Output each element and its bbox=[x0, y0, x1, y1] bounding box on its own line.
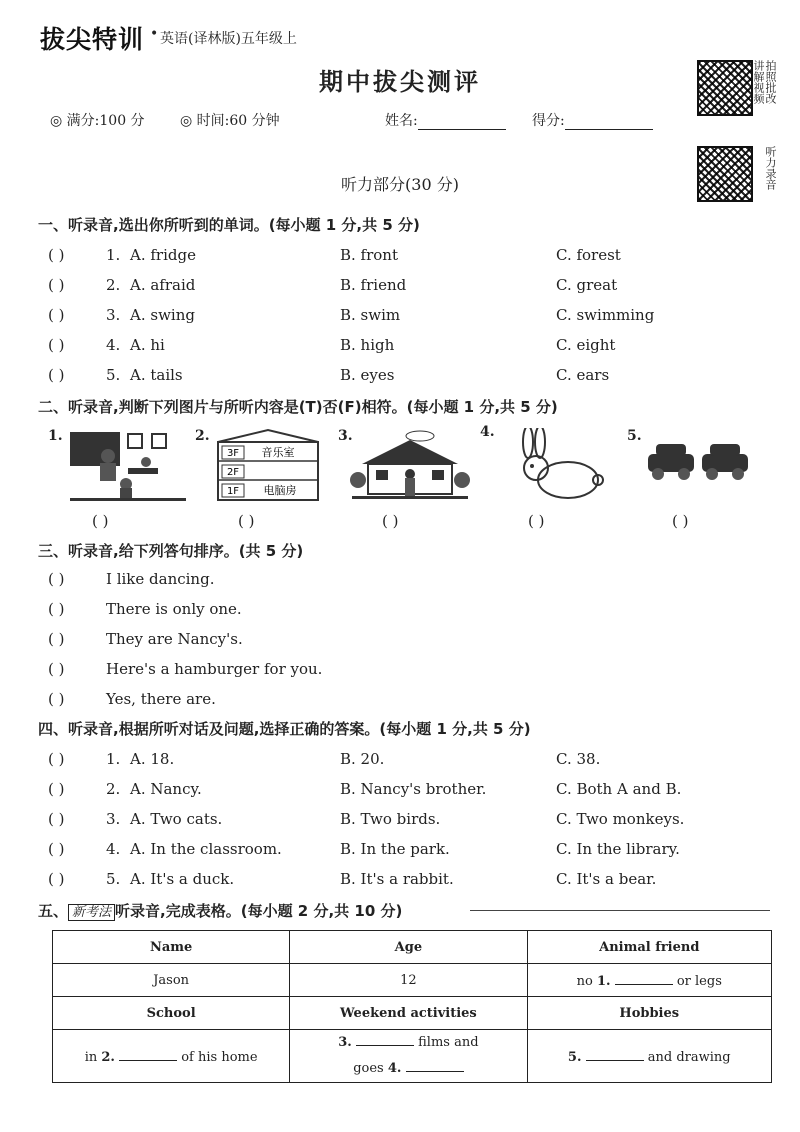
blank-number: 1. bbox=[596, 973, 611, 989]
sentence: They are Nancy's. bbox=[106, 630, 243, 648]
section4-heading: 四、听录音,根据所听对话及问题,选择正确的答案。(每小题 1 分,共 5 分) bbox=[38, 720, 531, 738]
picture-label: 5. bbox=[627, 428, 642, 444]
classroom-picture bbox=[68, 428, 188, 502]
option-a: A. Two cats. bbox=[130, 810, 223, 828]
divider bbox=[470, 910, 770, 911]
table-header: Weekend activities bbox=[290, 997, 527, 1030]
cell-text: of his home bbox=[181, 1049, 258, 1065]
table-header: School bbox=[53, 997, 290, 1030]
info-table bbox=[52, 930, 772, 1083]
answer-blank[interactable] bbox=[586, 1048, 644, 1061]
answer-paren[interactable]: ( ) bbox=[672, 512, 689, 530]
option-c: C. forest bbox=[556, 246, 621, 264]
answer-paren[interactable]: ( ) bbox=[48, 306, 65, 324]
table-row bbox=[53, 997, 772, 1030]
table-row bbox=[53, 964, 772, 997]
answer-paren[interactable]: ( ) bbox=[48, 570, 65, 588]
option-b: B. swim bbox=[340, 306, 401, 324]
name-blank[interactable] bbox=[418, 115, 506, 130]
answer-paren[interactable]: ( ) bbox=[48, 780, 65, 798]
option-a: A. In the classroom. bbox=[130, 840, 282, 858]
cell-line bbox=[296, 1030, 520, 1056]
score-label: 得分: bbox=[532, 113, 565, 129]
answer-paren[interactable]: ( ) bbox=[48, 600, 65, 618]
option-a: A. swing bbox=[130, 306, 195, 324]
cell-line bbox=[296, 1056, 520, 1082]
list-item bbox=[48, 660, 768, 682]
score-blank[interactable] bbox=[565, 115, 653, 130]
option-c: C. Both A and B. bbox=[556, 780, 682, 798]
option-a: A. Nancy. bbox=[130, 780, 202, 798]
list-item bbox=[48, 570, 768, 592]
q-num: 3. bbox=[106, 306, 121, 324]
option-a: A. tails bbox=[130, 366, 183, 384]
blank-number: 4. bbox=[387, 1061, 402, 1076]
list-item bbox=[48, 306, 768, 328]
answer-blank[interactable] bbox=[615, 972, 673, 985]
option-b: B. It's a rabbit. bbox=[340, 870, 454, 888]
full-score: ◎ 满分:100 分 bbox=[50, 113, 145, 129]
q-num: 5. bbox=[106, 366, 121, 384]
time-limit: ◎ 时间:60 分钟 bbox=[180, 113, 280, 129]
answer-paren[interactable]: ( ) bbox=[238, 512, 255, 530]
floor-label: 2F bbox=[226, 467, 240, 478]
list-item bbox=[48, 246, 768, 268]
answer-paren[interactable]: ( ) bbox=[48, 870, 65, 888]
building-picture bbox=[208, 428, 328, 502]
q-num: 1. bbox=[106, 750, 121, 768]
sentence: There is only one. bbox=[106, 600, 242, 618]
sentence: Yes, there are. bbox=[106, 690, 216, 708]
name-label: 姓名: bbox=[385, 113, 418, 129]
table-cell bbox=[527, 964, 771, 997]
table-cell: Jason bbox=[53, 964, 290, 997]
table-row bbox=[53, 1030, 772, 1083]
blank-number: 3. bbox=[338, 1035, 352, 1050]
answer-paren[interactable]: ( ) bbox=[48, 750, 65, 768]
option-b: B. friend bbox=[340, 276, 407, 294]
blank-number: 5. bbox=[567, 1049, 582, 1065]
answer-paren[interactable]: ( ) bbox=[48, 276, 65, 294]
brand-logo: 拔尖特训 bbox=[40, 25, 145, 54]
section5-heading-text: 听录音,完成表格。(每小题 2 分,共 10 分) bbox=[115, 902, 403, 920]
picture-label: 4. bbox=[480, 424, 495, 440]
answer-paren[interactable]: ( ) bbox=[48, 690, 65, 708]
option-b: B. In the park. bbox=[340, 840, 450, 858]
option-c: C. eight bbox=[556, 336, 616, 354]
option-c: C. 38. bbox=[556, 750, 601, 768]
option-c: C. swimming bbox=[556, 306, 655, 324]
answer-paren[interactable]: ( ) bbox=[382, 512, 399, 530]
cell-text: or legs bbox=[676, 973, 722, 989]
list-item bbox=[48, 600, 768, 622]
score-field bbox=[532, 110, 653, 130]
option-a: A. fridge bbox=[130, 246, 196, 264]
cars-picture bbox=[640, 428, 760, 502]
picture-label: 1. bbox=[48, 428, 63, 444]
q-num: 2. bbox=[106, 276, 121, 294]
room-sign: 电脑房 bbox=[263, 484, 297, 497]
q-num: 3. bbox=[106, 810, 121, 828]
list-item bbox=[48, 810, 768, 832]
option-b: B. 20. bbox=[340, 750, 385, 768]
answer-paren[interactable]: ( ) bbox=[48, 630, 65, 648]
list-item bbox=[48, 750, 768, 772]
list-item bbox=[48, 780, 768, 802]
option-b: B. Two birds. bbox=[340, 810, 441, 828]
option-a: A. hi bbox=[130, 336, 165, 354]
answer-paren[interactable]: ( ) bbox=[48, 366, 65, 384]
qr-code-icon[interactable] bbox=[697, 60, 753, 116]
answer-paren[interactable]: ( ) bbox=[528, 512, 545, 530]
floor-label: 3F bbox=[226, 448, 240, 459]
cell-text: goes bbox=[353, 1061, 384, 1076]
answer-paren[interactable]: ( ) bbox=[92, 512, 109, 530]
option-a: A. It's a duck. bbox=[130, 870, 235, 888]
option-b: B. high bbox=[340, 336, 395, 354]
header-dot: • bbox=[150, 26, 159, 42]
listening-title: 听力部分(30 分) bbox=[341, 175, 459, 194]
list-item bbox=[48, 336, 768, 358]
section2-heading: 二、听录音,判断下列图片与所听内容是(T)否(F)相符。(每小题 1 分,共 5 分) bbox=[38, 398, 558, 416]
table-header: Age bbox=[290, 931, 527, 964]
blank-number: 2. bbox=[101, 1049, 115, 1065]
option-b: B. front bbox=[340, 246, 399, 264]
cell-text: no bbox=[576, 973, 593, 989]
new-method-tag: 新考法 bbox=[68, 904, 115, 921]
answer-paren[interactable]: ( ) bbox=[48, 336, 65, 354]
sentence: Here's a hamburger for you. bbox=[106, 660, 323, 678]
table-row bbox=[53, 931, 772, 964]
answer-paren[interactable]: ( ) bbox=[48, 246, 65, 264]
rabbit-picture bbox=[500, 428, 620, 502]
option-a: A. afraid bbox=[130, 276, 196, 294]
option-c: C. great bbox=[556, 276, 618, 294]
qr-caption-2: 听力录音 bbox=[764, 146, 777, 190]
answer-paren[interactable]: ( ) bbox=[48, 840, 65, 858]
answer-blank[interactable] bbox=[406, 1059, 464, 1072]
q-num: 4. bbox=[106, 336, 121, 354]
option-a: A. 18. bbox=[130, 750, 175, 768]
table-cell bbox=[290, 1030, 527, 1083]
room-sign: 音乐室 bbox=[261, 446, 295, 459]
page-title: 期中拔尖测评 bbox=[319, 67, 481, 96]
table-header: Animal friend bbox=[527, 931, 771, 964]
option-c: C. It's a bear. bbox=[556, 870, 657, 888]
answer-blank[interactable] bbox=[356, 1033, 414, 1046]
list-item bbox=[48, 276, 768, 298]
q-num: 4. bbox=[106, 840, 121, 858]
table-cell bbox=[527, 1030, 771, 1083]
section5-heading bbox=[38, 900, 402, 921]
house-picture bbox=[350, 428, 470, 502]
list-item bbox=[48, 366, 768, 388]
section5-prefix: 五、 bbox=[38, 902, 69, 920]
answer-blank[interactable] bbox=[119, 1048, 177, 1061]
option-c: C. ears bbox=[556, 366, 610, 384]
subject-label: 英语(译林版)五年级上 bbox=[160, 31, 297, 47]
section1-heading: 一、听录音,选出你所听到的单词。(每小题 1 分,共 5 分) bbox=[38, 216, 420, 234]
table-header: Hobbies bbox=[527, 997, 771, 1030]
picture-label: 2. bbox=[195, 428, 210, 444]
qr-caption-1: 拍照批改讲解视频 bbox=[752, 60, 777, 104]
list-item bbox=[48, 630, 768, 652]
table-header: Name bbox=[53, 931, 290, 964]
picture-label: 3. bbox=[338, 428, 353, 444]
option-b: B. Nancy's brother. bbox=[340, 780, 487, 798]
table-cell: 12 bbox=[290, 964, 527, 997]
list-item bbox=[48, 690, 768, 712]
cell-text: and drawing bbox=[647, 1049, 731, 1065]
option-c: C. Two monkeys. bbox=[556, 810, 685, 828]
answer-paren[interactable]: ( ) bbox=[48, 810, 65, 828]
option-c: C. In the library. bbox=[556, 840, 680, 858]
floor-label: 1F bbox=[226, 486, 240, 497]
q-num: 5. bbox=[106, 870, 121, 888]
sentence: I like dancing. bbox=[106, 570, 215, 588]
answer-paren[interactable]: ( ) bbox=[48, 660, 65, 678]
table-cell bbox=[53, 1030, 290, 1083]
list-item bbox=[48, 870, 768, 892]
option-b: B. eyes bbox=[340, 366, 395, 384]
q-num: 2. bbox=[106, 780, 121, 798]
list-item bbox=[48, 840, 768, 862]
cell-text: in bbox=[84, 1049, 98, 1065]
cell-text: films and bbox=[418, 1035, 479, 1050]
section3-heading: 三、听录音,给下列答句排序。(共 5 分) bbox=[38, 542, 304, 560]
q-num: 1. bbox=[106, 246, 121, 264]
name-field bbox=[385, 110, 506, 130]
